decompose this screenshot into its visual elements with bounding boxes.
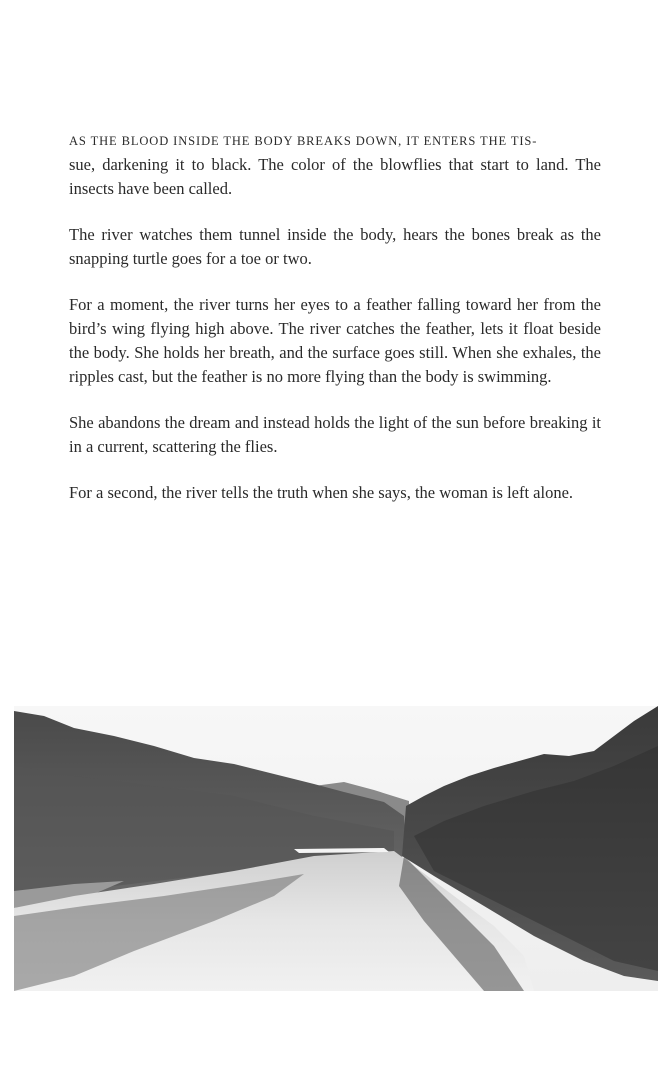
paragraph-2: The river watches them tunnel inside the body, hears the bones break as the snapping turtle goes for a toe or two.: [69, 225, 601, 268]
paragraph-1-continuation: sue, darkening it to black. The color of the blowflies that start to land. The insects have been called.: [69, 155, 601, 198]
opening-small-caps: AS THE BLOOD INSIDE THE BODY BREAKS DOWN, IT ENTERS THE TIS-: [69, 134, 538, 148]
paragraph-4: She abandons the dream and instead holds the light of the sun before breaking it in a current, scattering the flies.: [69, 413, 601, 456]
paragraph-3: For a moment, the river turns her eyes to a feather falling toward her from the bird’s wing flying high above. The river catches the feather, lets it float beside the body. She holds her breath, and the surface goes still. When she exhales, the ripples cast, but the feather is no more flying than the body is swimming.: [69, 295, 601, 386]
paragraph-5: For a second, the river tells the truth when she says, the woman is left alone.: [69, 483, 574, 502]
body-text: [69, 128, 601, 527]
river-landscape-photo: [14, 706, 658, 991]
paragraph-1: [69, 128, 601, 201]
